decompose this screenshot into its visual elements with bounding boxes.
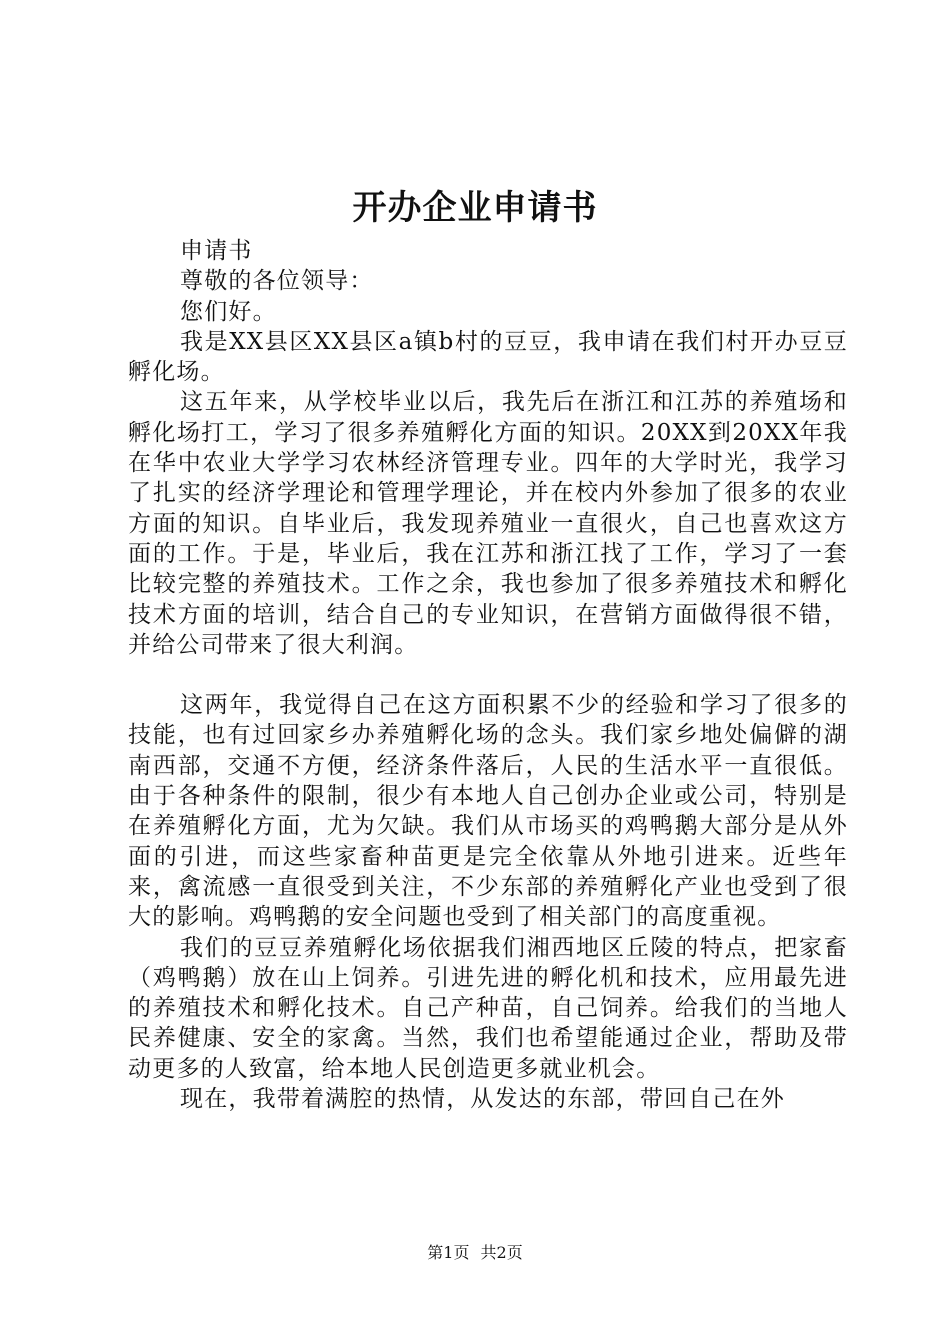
page-footer: [0, 1241, 950, 1265]
paragraph-plan: 我们的豆豆养殖孵化场依据我们湘西地区丘陵的特点，把家畜（鸡鸭鹅）放在山上饲养。引进先进的孵化机和技术，应用最先进的养殖技术和孵化技术。自己产种苗，自己饲养。给我们的当地人民养健康、安全的家禽。当然，我们也希望能通过企业，帮助及带动更多的人致富，给本地人民创造更多就业机会。: [128, 934, 848, 1082]
paragraph-salutation: 尊敬的各位领导：: [180, 268, 374, 295]
document-body: [128, 236, 848, 1114]
document-title: 开办企业申请书: [352, 188, 598, 228]
paragraph-heading: 申请书: [180, 238, 253, 264]
page-total: 共2页: [480, 1243, 523, 1262]
paragraph-greeting: 您们好。: [180, 298, 277, 325]
paragraph-introduction: 我是XX县区XX县区a镇b村的豆豆，我申请在我们村开办豆豆孵化场。: [128, 328, 848, 386]
paragraph-motivation: 这两年，我觉得自己在这方面积累不少的经验和学习了很多的技能，也有过回家乡办养殖孵化场的念头。我们家乡地处偏僻的湖南西部，交通不方便，经济条件落后，人民的生活水平一直很低。由于各种条件的限制，很少有本地人自己创办企业或公司，特别是在养殖孵化方面，尤为欠缺。我们从市场买的鸡鸭鹅大部分是从外面的引进，而这些家畜种苗更是完全依靠从外地引进来。近些年来，禽流感一直很受到关注，不少东部的养殖孵化产业也受到了很大的影响。鸡鸭鹅的安全问题也受到了相关部门的高度重视。: [128, 692, 848, 931]
paragraph-conclusion: 现在，我带着满腔的热情，从发达的东部，带回自己在外: [180, 1086, 785, 1113]
paragraph-experience: 这五年来，从学校毕业以后，我先后在浙江和江苏的养殖场和孵化场打工，学习了很多养殖孵化方面的知识。20XX到20XX年我在华中农业大学学习农林经济管理专业。四年的大学时光，我学习了扎实的经济学理论和管理学理论，并在校内外参加了很多的农业方面的知识。自毕业后，我发现养殖业一直很火，自己也喜欢这方面的工作。于是，毕业后，我在江苏和浙江找了工作，学习了一套比较完整的养殖技术。工作之余，我也参加了很多养殖技术和孵化技术方面的培训，结合自己的专业知识，在营销方面做得很不错，并给公司带来了很大利润。: [128, 389, 848, 658]
page-number: 第1页: [427, 1243, 470, 1262]
